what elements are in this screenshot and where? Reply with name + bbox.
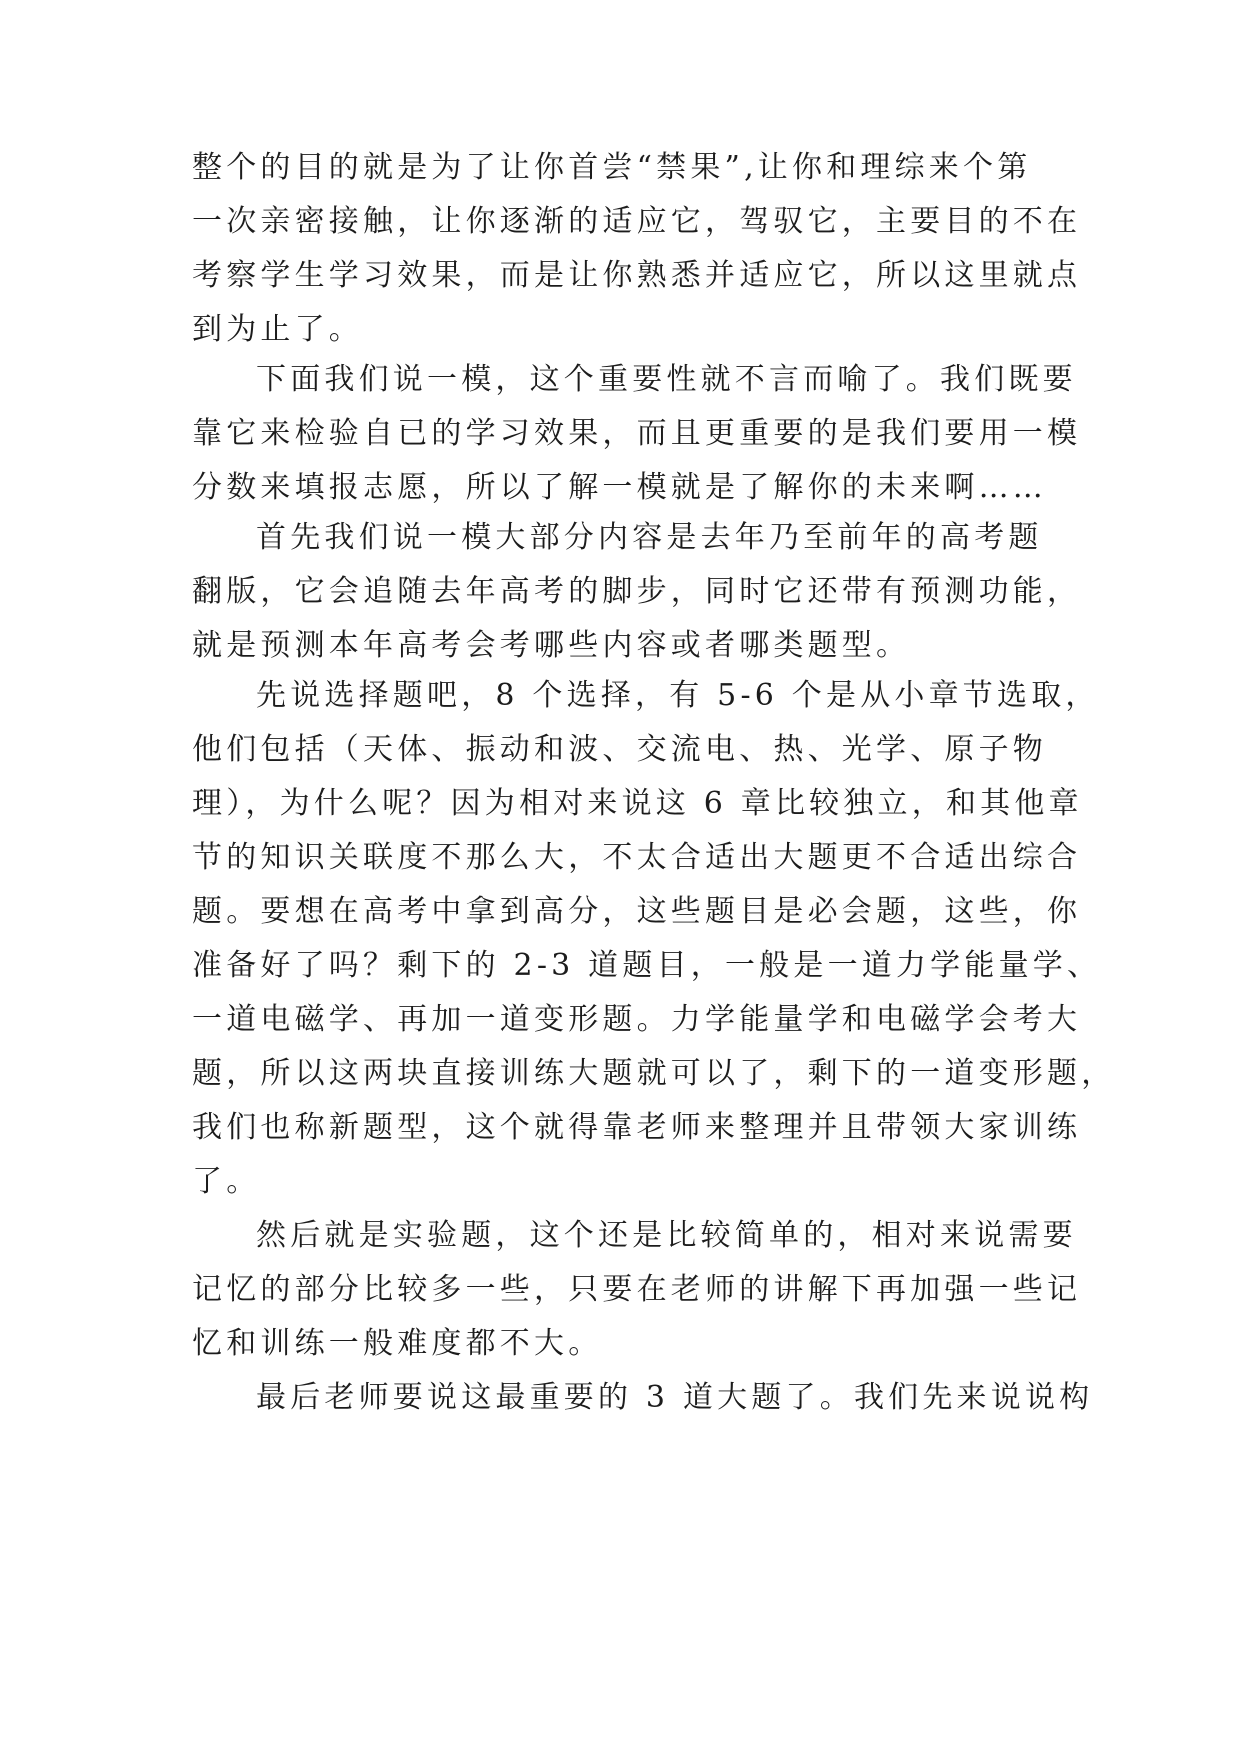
text-line: 就是预测本年高考会考哪些内容或者哪类题型。 bbox=[192, 628, 911, 663]
text-line: 考察学生学习效果，而是让你熟悉并适应它，所以这里就点 bbox=[192, 258, 1082, 293]
text-line: 节的知识关联度不那么大，不太合适出大题更不合适出综合 bbox=[192, 840, 1082, 875]
text-line: 整个的目的就是为了让你首尝“禁果”,让你和理综来个第 bbox=[192, 150, 1032, 185]
text-line: 首先我们说一模大部分内容是去年乃至前年的高考题 bbox=[256, 520, 1043, 555]
text-line: 准备好了吗？剩下的 2-3 道题目，一般是一道力学能量学、 bbox=[192, 948, 1102, 983]
text-line: 翻版，它会追随去年高考的脚步，同时它还带有预测功能， bbox=[192, 574, 1082, 609]
text-line: 一道电磁学、再加一道变形题。力学能量学和电磁学会考大 bbox=[192, 1002, 1082, 1037]
text-line: 下面我们说一模，这个重要性就不言而喻了。我们既要 bbox=[256, 362, 1077, 397]
text-line: 我们也称新题型，这个就得靠老师来整理并且带领大家训练 bbox=[192, 1110, 1082, 1145]
text-line: 到为止了。 bbox=[192, 312, 363, 347]
text-line: 理），为什么呢？因为相对来说这 6 章比较独立，和其他章 bbox=[192, 786, 1083, 821]
text-line: 一次亲密接触，让你逐渐的适应它，驾驭它，主要目的不在 bbox=[192, 204, 1082, 239]
text-line: 靠它来检验自已的学习效果，而且更重要的是我们要用一模 bbox=[192, 416, 1082, 451]
text-line: 然后就是实验题，这个还是比较简单的，相对来说需要 bbox=[256, 1218, 1077, 1253]
text-line: 先说选择题吧，8 个选择，有 5-6 个是从小章节选取， bbox=[256, 678, 1100, 713]
text-line: 忆和训练一般难度都不大。 bbox=[192, 1326, 603, 1361]
text-line: 他们包括（天体、振动和波、交流电、热、光学、原子物 bbox=[192, 732, 1047, 767]
text-line: 最后老师要说这最重要的 3 道大题了。我们先来说说构 bbox=[256, 1380, 1094, 1415]
text-line: 记忆的部分比较多一些，只要在老师的讲解下再加强一些记 bbox=[192, 1272, 1082, 1307]
text-line: 题，所以这两块直接训练大题就可以了，剩下的一道变形题， bbox=[192, 1056, 1116, 1091]
text-line: 了。 bbox=[192, 1164, 261, 1199]
text-line: 题。要想在高考中拿到高分，这些题目是必会题，这些，你 bbox=[192, 894, 1082, 929]
text-line: 分数来填报志愿，所以了解一模就是了解你的未来啊…… bbox=[192, 470, 1047, 505]
